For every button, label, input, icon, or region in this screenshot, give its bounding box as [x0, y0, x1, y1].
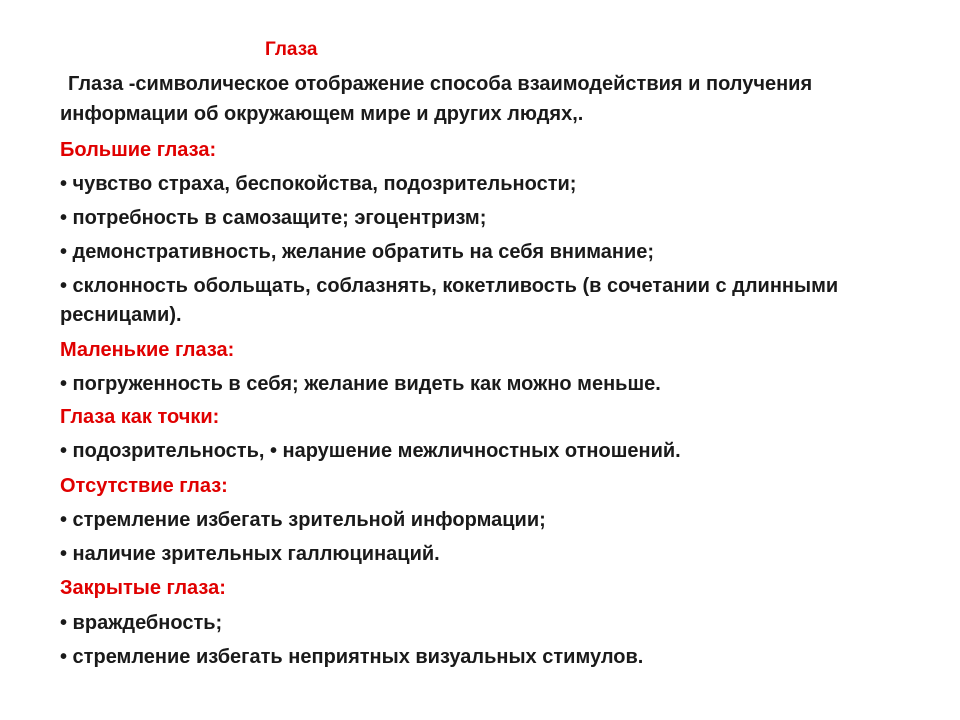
- list-item: • демонстративность, желание обратить на себя внимание;: [60, 241, 655, 263]
- list-item: • потребность в самозащите; эгоцентризм;: [60, 207, 487, 229]
- section-heading-no-eyes: Отсутствие глаз:: [60, 475, 228, 497]
- list-item: • враждебность;: [60, 612, 223, 634]
- list-item: • подозрительность, • нарушение межличностных отношений.: [60, 440, 681, 462]
- section-heading-closed-eyes: Закрытые глаза:: [60, 577, 226, 599]
- section-heading-big-eyes: Большие глаза:: [60, 139, 217, 161]
- page-title: Глаза: [265, 39, 318, 60]
- section-heading-dot-eyes: Глаза как точки:: [60, 406, 220, 428]
- list-item: • стремление избегать неприятных визуальных стимулов.: [60, 646, 644, 668]
- list-item-continuation: ресницами).: [60, 304, 182, 326]
- list-item: • погруженность в себя; желание видеть как можно меньше.: [60, 373, 661, 395]
- list-item: • чувство страха, беспокойства, подозрительности;: [60, 173, 577, 195]
- list-item: • склонность обольщать, соблазнять, кокетливость (в сочетании с длинными: [60, 275, 839, 297]
- section-heading-small-eyes: Маленькие глаза:: [60, 339, 235, 361]
- intro-line-2: информации об окружающем мире и других людях,.: [60, 103, 584, 125]
- intro-line-1: Глаза -символическое отображение способа взаимодействия и получения: [68, 73, 813, 95]
- list-item: • стремление избегать зрительной информации;: [60, 509, 546, 531]
- list-item: • наличие зрительных галлюцинаций.: [60, 543, 440, 565]
